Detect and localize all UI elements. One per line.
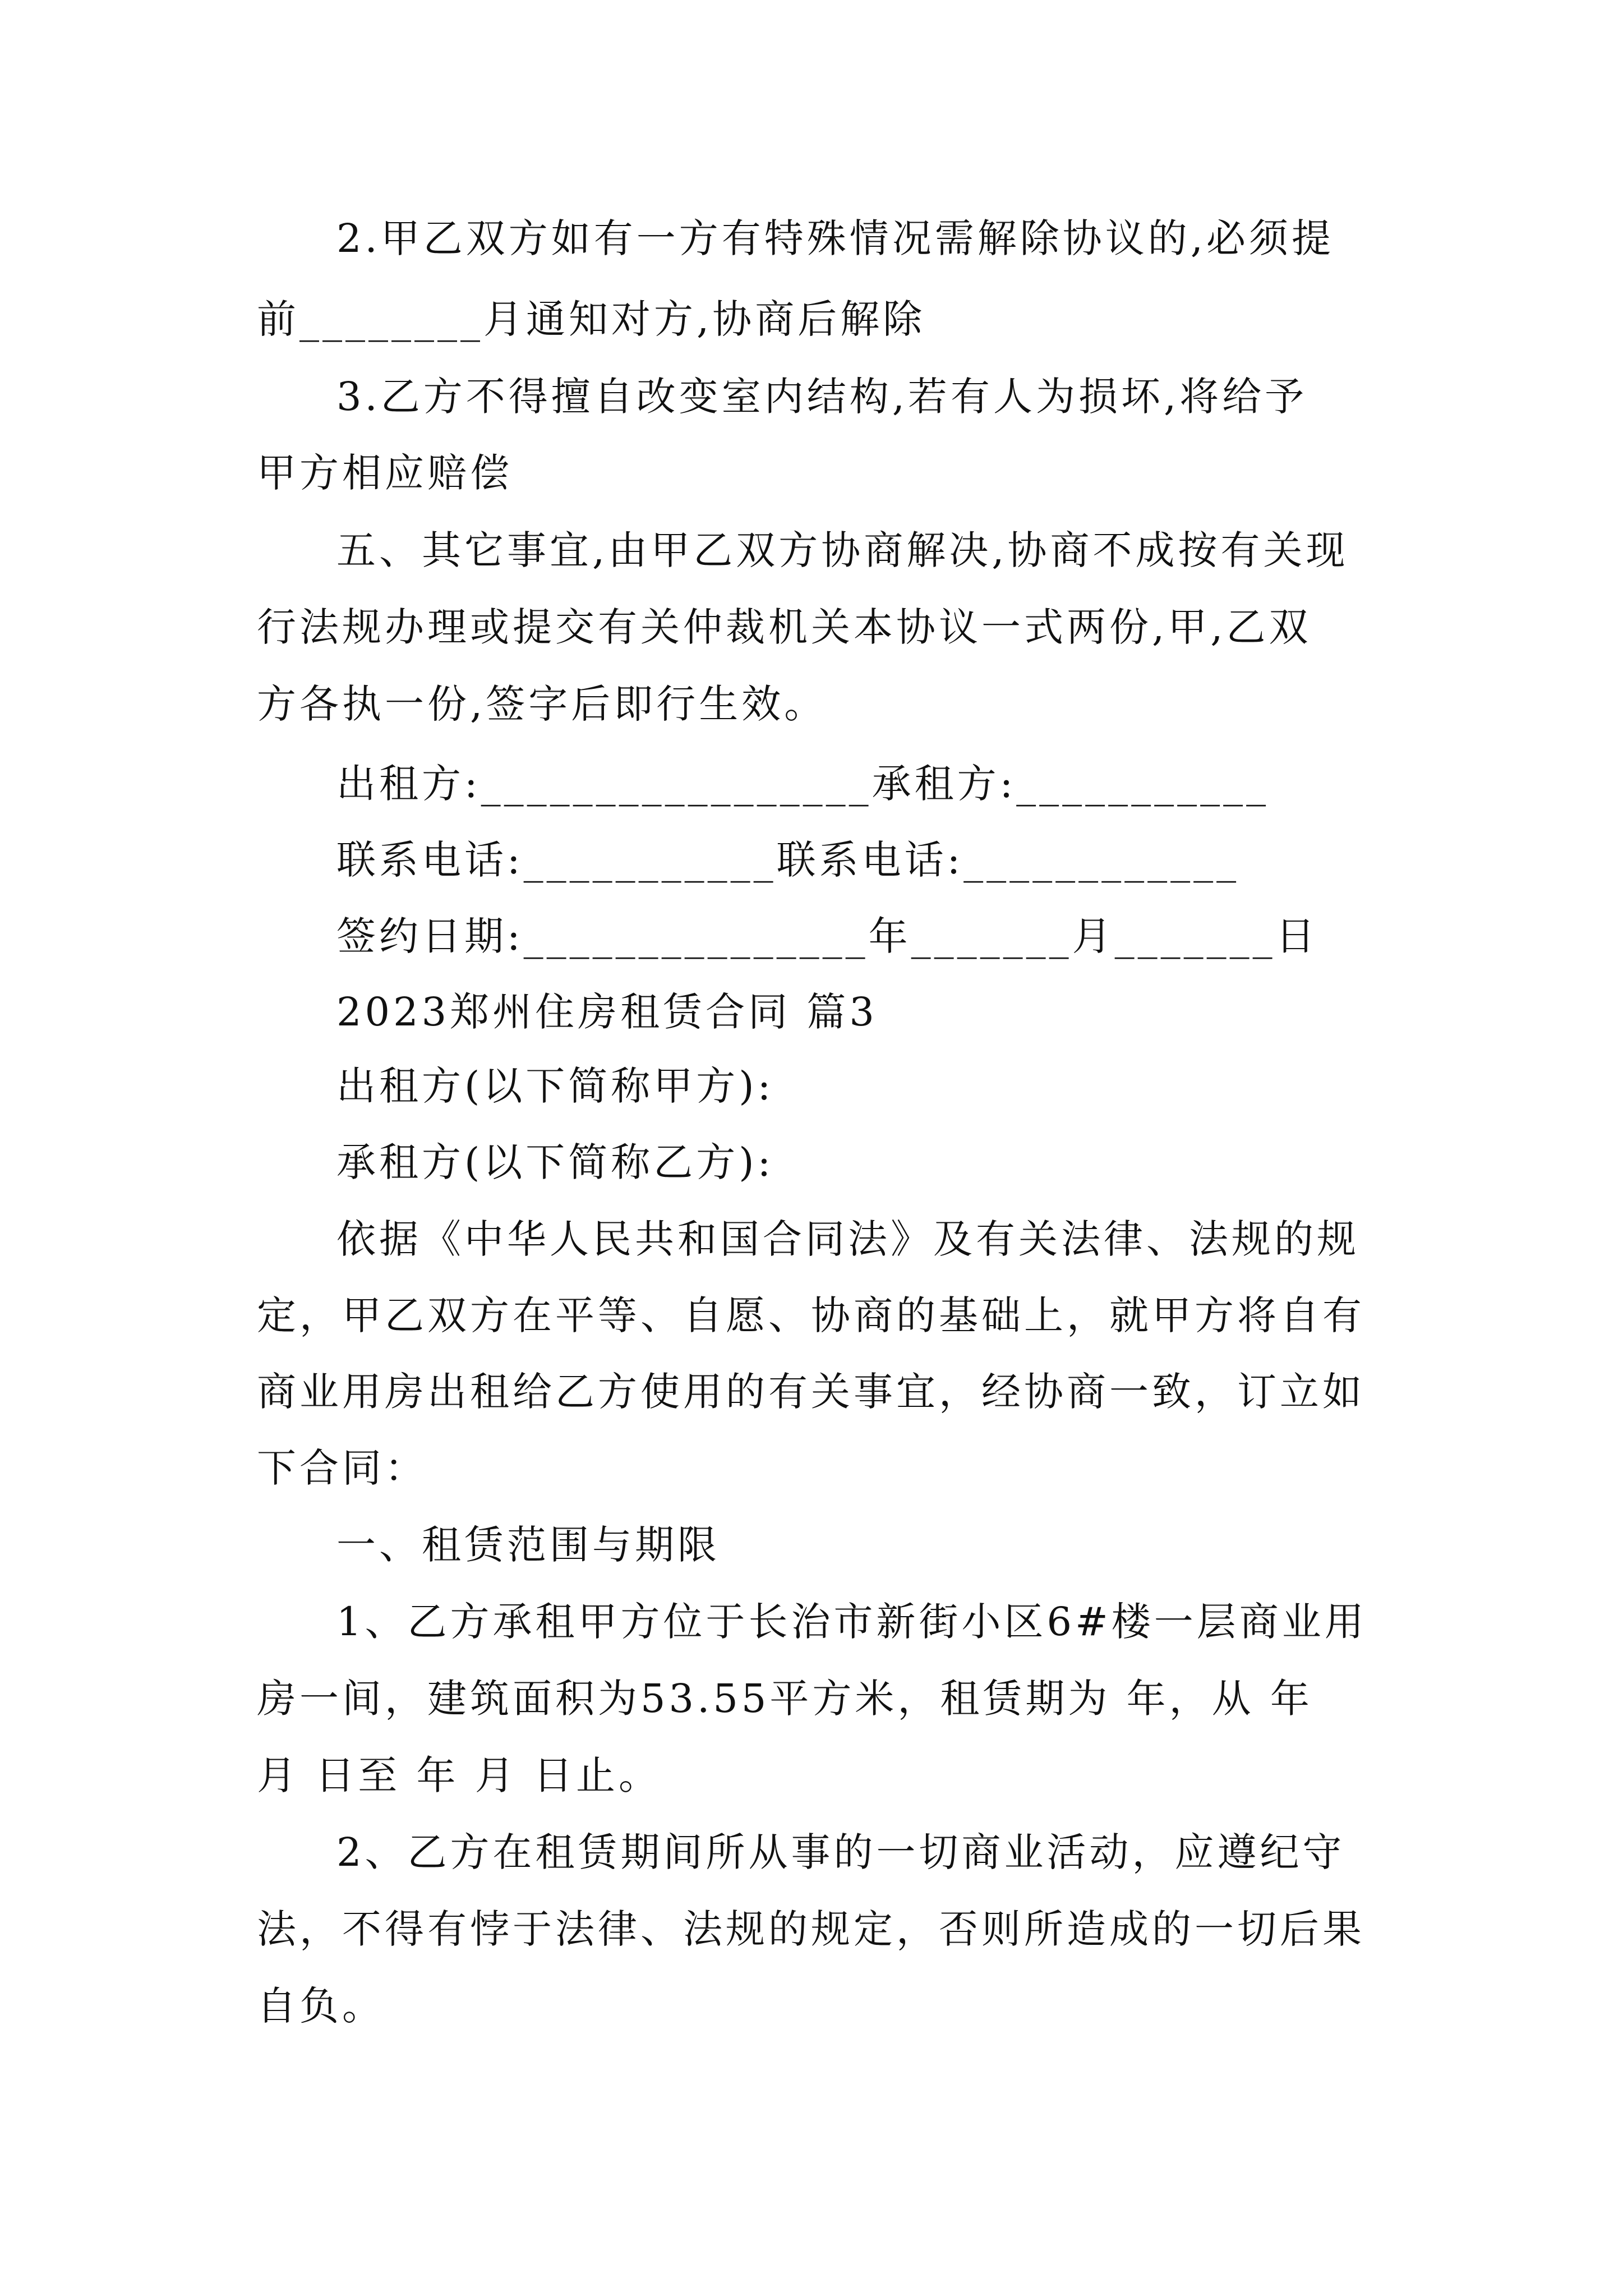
section-1-heading: 一、租赁范围与期限 [336,1522,720,1568]
section-5-line-3: 方各执一份,签字后即行生效。 [257,681,827,727]
item-1-line-3: 月 日至 年 月 日止。 [257,1752,662,1798]
preamble-line-4: 下合同： [257,1445,427,1491]
clause-3-line-1: 3.乙方不得擅自改变室内结构,若有人为损坏,将给予 [336,374,1308,420]
contact-phone-line: 联系电话:___________联系电话:____________ [336,837,1240,883]
section-5-line-1: 五、其它事宜,由甲乙双方协商解决,协商不成按有关现 [336,527,1349,573]
preamble-line-2: 定，甲乙双方在平等、自愿、协商的基础上，就甲方将自有 [257,1292,1365,1338]
item-2-line-1: 2、乙方在租赁期间所从事的一切商业活动，应遵纪守 [336,1829,1345,1875]
lessee-line: 承租方(以下简称乙方): [336,1139,774,1185]
signature-parties-line: 出租方:_________________承租方:___________ [336,761,1270,807]
signing-date-line: 签约日期:_______________年_______月_______日 [336,913,1318,959]
clause-2-line-2: 前________月通知对方,协商后解除 [257,296,926,342]
preamble-line-1: 依据《中华人民共和国合同法》及有关法律、法规的规 [336,1216,1359,1262]
contract-3-title: 2023郑州住房租赁合同 篇3 [336,989,878,1035]
section-5-line-2: 行法规办理或提交有关仲裁机关本协议一式两份,甲,乙双 [257,604,1312,650]
item-1-line-1: 1、乙方承租甲方位于长治市新街小区6#楼一层商业用 [336,1599,1367,1645]
item-1-line-2: 房一间，建筑面积为53.55平方米，租赁期为 年，从 年 [257,1676,1313,1722]
clause-3-line-2: 甲方相应赔偿 [257,450,513,496]
clause-2-line-1: 2.甲乙双方如有一方有特殊情况需解除协议的,必须提 [336,215,1335,261]
lessor-line: 出租方(以下简称甲方): [336,1063,774,1109]
item-2-line-3: 自负。 [257,1983,385,2029]
item-2-line-2: 法，不得有悖于法律、法规的规定，否则所造成的一切后果 [257,1906,1365,1952]
preamble-line-3: 商业用房出租给乙方使用的有关事宜，经协商一致，订立如 [257,1369,1365,1415]
